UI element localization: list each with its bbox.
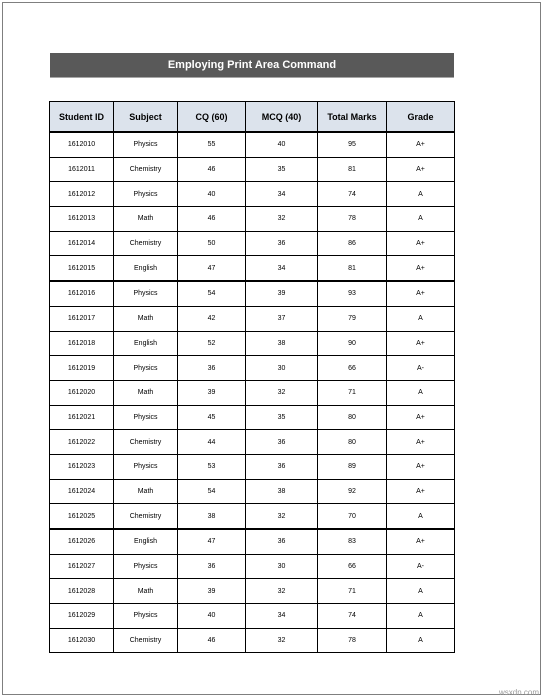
cq-cell[interactable]: 39 [178,380,246,405]
mcq-cell[interactable]: 40 [246,132,318,157]
cq-cell[interactable]: 54 [178,479,246,504]
grade-cell[interactable]: A+ [387,231,455,256]
grade-cell[interactable]: A+ [387,454,455,479]
student-id-cell[interactable]: 1612029 [50,604,114,629]
watermark: wsxdn.com [498,688,539,697]
mcq-cell[interactable]: 32 [246,579,318,604]
student-id-cell[interactable]: 1612021 [50,405,114,430]
student-id-cell[interactable]: 1612015 [50,256,114,281]
total-marks-cell[interactable]: 78 [318,628,387,653]
cq-cell[interactable]: 45 [178,405,246,430]
table-row [50,504,455,529]
subject-cell[interactable]: English [114,529,178,554]
subject-cell[interactable]: Math [114,380,178,405]
table-row [50,405,455,430]
table-row [50,231,455,256]
cq-cell[interactable]: 42 [178,306,246,331]
table-row [50,554,455,579]
mcq-cell[interactable]: 34 [246,604,318,629]
table-row [50,157,455,182]
subject-cell[interactable]: Chemistry [114,628,178,653]
total-marks-cell[interactable]: 74 [318,182,387,207]
subject-cell[interactable]: Chemistry [114,157,178,182]
subject-cell[interactable]: Physics [114,182,178,207]
table-row [50,356,455,381]
grade-cell[interactable]: A [387,306,455,331]
cq-cell[interactable]: 53 [178,454,246,479]
student-id-cell[interactable]: 1612017 [50,306,114,331]
cq-cell[interactable]: 36 [178,554,246,579]
header-student-id[interactable]: Student ID [50,102,114,133]
total-marks-cell[interactable]: 74 [318,604,387,629]
student-id-cell[interactable]: 1612019 [50,356,114,381]
total-marks-cell[interactable]: 78 [318,207,387,232]
sheet-title: Employing Print Area Command [50,53,454,78]
grade-cell[interactable]: A- [387,554,455,579]
cq-cell[interactable]: 36 [178,356,246,381]
mcq-cell[interactable]: 36 [246,430,318,455]
grade-cell[interactable]: A [387,207,455,232]
grade-cell[interactable]: A [387,579,455,604]
total-marks-cell[interactable]: 79 [318,306,387,331]
subject-cell[interactable]: Chemistry [114,504,178,529]
cq-cell[interactable]: 50 [178,231,246,256]
grade-cell[interactable]: A+ [387,132,455,157]
mcq-cell[interactable]: 39 [246,281,318,306]
student-id-cell[interactable]: 1612028 [50,579,114,604]
subject-cell[interactable]: Physics [114,604,178,629]
table-row [50,579,455,604]
cq-cell[interactable]: 38 [178,504,246,529]
student-id-cell[interactable]: 1612014 [50,231,114,256]
student-id-cell[interactable]: 1612012 [50,182,114,207]
mcq-cell[interactable]: 32 [246,207,318,232]
table-row [50,256,455,281]
mcq-cell[interactable]: 35 [246,405,318,430]
mcq-cell[interactable]: 38 [246,479,318,504]
total-marks-cell[interactable]: 95 [318,132,387,157]
total-marks-cell[interactable]: 80 [318,430,387,455]
total-marks-cell[interactable]: 86 [318,231,387,256]
cq-cell[interactable]: 55 [178,132,246,157]
mcq-cell[interactable]: 36 [246,529,318,554]
subject-cell[interactable]: English [114,331,178,356]
student-id-cell[interactable]: 1612026 [50,529,114,554]
table-row [50,306,455,331]
cq-cell[interactable]: 47 [178,529,246,554]
grade-cell[interactable]: A [387,604,455,629]
table-row [50,132,455,157]
header-grade[interactable]: Grade [387,102,455,133]
table-row [50,207,455,232]
mcq-cell[interactable]: 34 [246,256,318,281]
grade-cell[interactable]: A+ [387,157,455,182]
student-id-cell[interactable]: 1612027 [50,554,114,579]
subject-cell[interactable]: Physics [114,132,178,157]
total-marks-cell[interactable]: 71 [318,579,387,604]
student-id-cell[interactable]: 1612010 [50,132,114,157]
mcq-cell[interactable]: 30 [246,356,318,381]
mcq-cell[interactable]: 38 [246,331,318,356]
total-marks-cell[interactable]: 89 [318,454,387,479]
total-marks-cell[interactable]: 90 [318,331,387,356]
grade-cell[interactable]: A [387,182,455,207]
cq-cell[interactable]: 46 [178,207,246,232]
total-marks-cell[interactable]: 80 [318,405,387,430]
subject-cell[interactable]: Chemistry [114,231,178,256]
table-row [50,479,455,504]
table-row [50,628,455,653]
grade-cell[interactable]: A+ [387,405,455,430]
cq-cell[interactable]: 46 [178,157,246,182]
table-row [50,430,455,455]
student-id-cell[interactable]: 1612018 [50,331,114,356]
print-page [2,2,541,695]
subject-cell[interactable]: Math [114,479,178,504]
mcq-cell[interactable]: 36 [246,231,318,256]
mcq-cell[interactable]: 32 [246,380,318,405]
student-id-cell[interactable]: 1612023 [50,454,114,479]
table-row [50,281,455,306]
student-id-cell[interactable]: 1612013 [50,207,114,232]
cq-cell[interactable]: 40 [178,182,246,207]
cq-cell[interactable]: 46 [178,628,246,653]
subject-cell[interactable]: English [114,256,178,281]
subject-cell[interactable]: Math [114,207,178,232]
table-row [50,604,455,629]
total-marks-cell[interactable]: 81 [318,157,387,182]
subject-cell[interactable]: Physics [114,405,178,430]
mcq-cell[interactable]: 32 [246,628,318,653]
total-marks-cell[interactable]: 66 [318,356,387,381]
total-marks-cell[interactable]: 71 [318,380,387,405]
header-mcq[interactable]: MCQ (40) [246,102,318,133]
header-row [50,102,455,133]
header-total-marks[interactable]: Total Marks [318,102,387,133]
student-id-cell[interactable]: 1612024 [50,479,114,504]
grade-cell[interactable]: A [387,380,455,405]
grade-cell[interactable]: A+ [387,256,455,281]
cq-cell[interactable]: 44 [178,430,246,455]
student-id-cell[interactable]: 1612011 [50,157,114,182]
cq-cell[interactable]: 54 [178,281,246,306]
total-marks-cell[interactable]: 81 [318,256,387,281]
table-row [50,454,455,479]
table-row [50,182,455,207]
total-marks-cell[interactable]: 93 [318,281,387,306]
student-id-cell[interactable]: 1612022 [50,430,114,455]
grade-cell[interactable]: A+ [387,479,455,504]
student-id-cell[interactable]: 1612030 [50,628,114,653]
mcq-cell[interactable]: 35 [246,157,318,182]
grade-cell[interactable]: A- [387,356,455,381]
subject-cell[interactable]: Math [114,306,178,331]
grade-cell[interactable]: A [387,628,455,653]
cq-cell[interactable]: 40 [178,604,246,629]
grade-cell[interactable]: A+ [387,430,455,455]
mcq-cell[interactable]: 34 [246,182,318,207]
mcq-cell[interactable]: 37 [246,306,318,331]
total-marks-cell[interactable]: 66 [318,554,387,579]
grade-cell[interactable]: A+ [387,281,455,306]
total-marks-cell[interactable]: 92 [318,479,387,504]
student-id-cell[interactable]: 1612016 [50,281,114,306]
grade-cell[interactable]: A+ [387,331,455,356]
table-row [50,380,455,405]
total-marks-cell[interactable]: 70 [318,504,387,529]
subject-cell[interactable]: Math [114,579,178,604]
mcq-cell[interactable]: 30 [246,554,318,579]
grade-cell[interactable]: A+ [387,529,455,554]
mcq-cell[interactable]: 32 [246,504,318,529]
header-cq[interactable]: CQ (60) [178,102,246,133]
marks-table [49,101,455,653]
subject-cell[interactable]: Physics [114,281,178,306]
subject-cell[interactable]: Chemistry [114,430,178,455]
header-subject[interactable]: Subject [114,102,178,133]
subject-cell[interactable]: Physics [114,454,178,479]
total-marks-cell[interactable]: 83 [318,529,387,554]
table-body [50,132,455,653]
table-row [50,331,455,356]
subject-cell[interactable]: Physics [114,554,178,579]
cq-cell[interactable]: 52 [178,331,246,356]
student-id-cell[interactable]: 1612025 [50,504,114,529]
grade-cell[interactable]: A [387,504,455,529]
cq-cell[interactable]: 39 [178,579,246,604]
table-row [50,529,455,554]
cq-cell[interactable]: 47 [178,256,246,281]
subject-cell[interactable]: Physics [114,356,178,381]
student-id-cell[interactable]: 1612020 [50,380,114,405]
mcq-cell[interactable]: 36 [246,454,318,479]
